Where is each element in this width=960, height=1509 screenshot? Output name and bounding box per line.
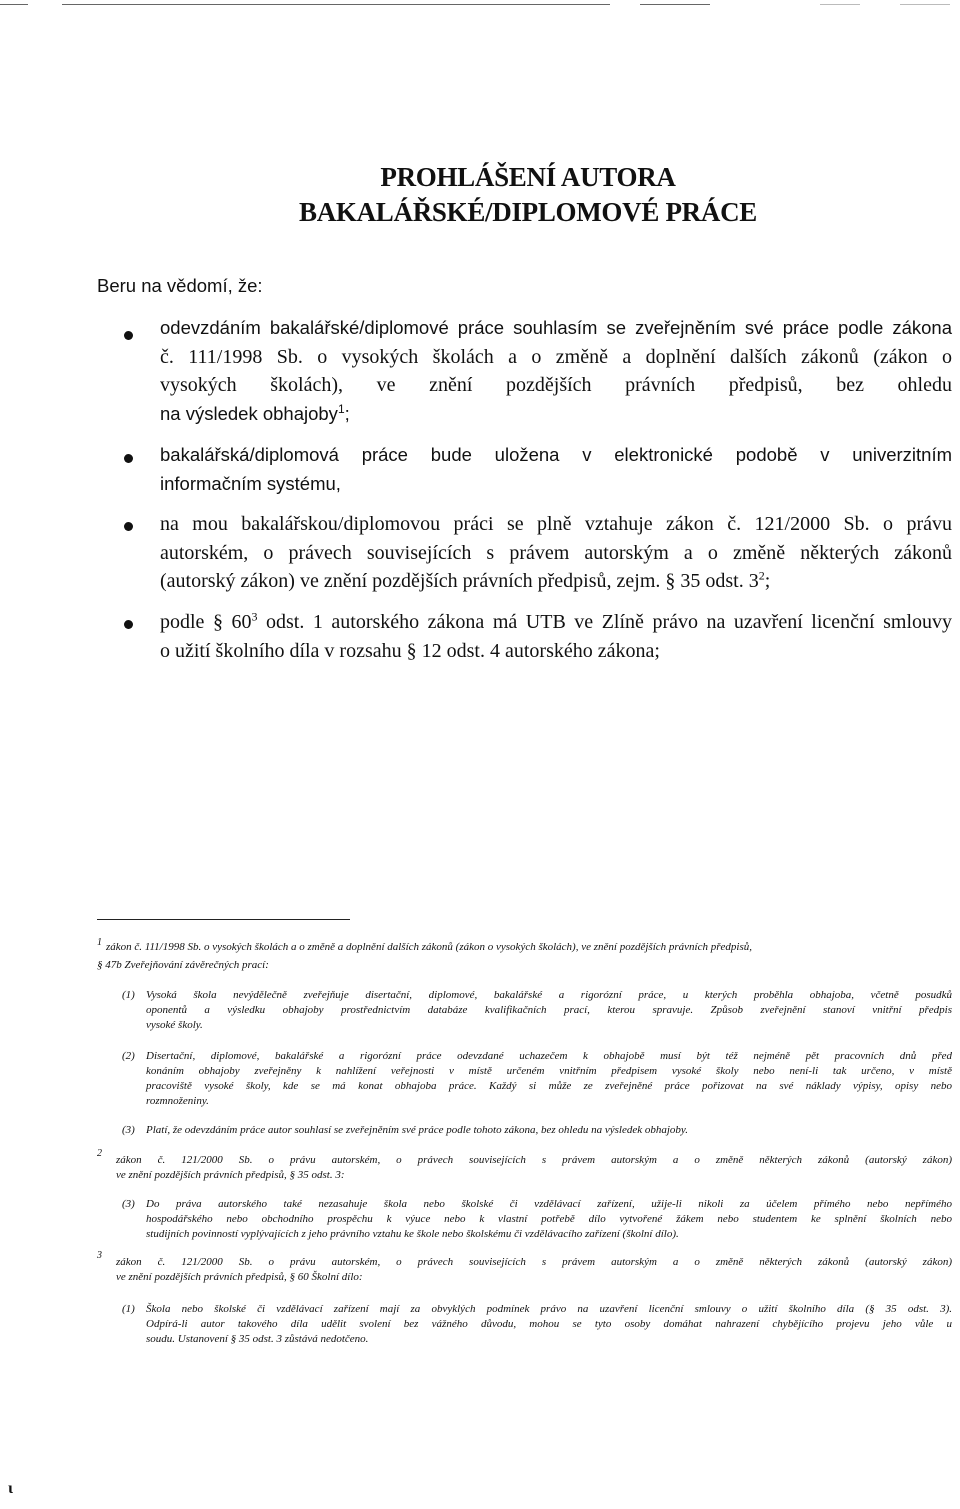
footnote-separator <box>97 919 350 920</box>
text-line: podle § 60 <box>160 611 252 633</box>
text-line: bakalářská/diplomová práce bude uložena v elektronické podobě v univerzitním <box>160 444 952 465</box>
item-number: (3) <box>122 1198 135 1210</box>
text-line: odst. 1 autorského zákona má UTB ve Zlíně právo na uzavření licenční smlouvy <box>257 611 952 633</box>
footnote-text: vysoké školy. <box>146 1019 203 1031</box>
footnote-text: zákon č. 111/1998 Sb. o vysokých školách a o změně a doplnění dalších zákonů (zákon o vysokých školách), ve znění pozdějších právních předpisů, <box>106 941 752 953</box>
bullet-dot <box>124 454 133 463</box>
footnote-1-item-2 <box>146 1049 952 1109</box>
text-line: vysokých školách), ve znění pozdějších právních předpisů, bez ohledu <box>160 374 952 396</box>
intro-text: Beru na vědomí, že: <box>97 275 263 296</box>
footnote-2-item-1 <box>146 1197 952 1242</box>
item-number: (1) <box>122 989 135 1001</box>
footnote-2-header <box>116 1153 952 1168</box>
footnote-1-subheader <box>97 958 269 973</box>
footnote-ref: 3 <box>251 609 258 624</box>
bullet-dot <box>124 331 133 340</box>
footnote-text: oponentů a výsledku obhajoby prostřednictvím databáze kvalifikačních prací, kterou spravuje. Způsob zveřejnění stanoví vnitřní předpis <box>146 1004 952 1016</box>
footnote-text: pracoviště vysoké školy, kde se má konat obhajoba práce. Každý si může ze zveřejněné práce pořizovat na své náklady výpisy, opisy nebo <box>146 1080 952 1092</box>
text-line-with-footnote <box>160 608 952 637</box>
footnote-3-item-1 <box>146 1302 952 1347</box>
footnote-text: ve znění pozdějších právních předpisů, § 35 odst. 3: <box>116 1169 345 1181</box>
footnote-text: studijních povinností vyplývajících z jeho právního vztahu ke škole nebo školskému či vzdělávacího zařízení (školní dílo). <box>146 1228 679 1240</box>
footnote-1-header <box>106 940 752 955</box>
text-line: na výsledek obhajoby <box>160 402 338 424</box>
footnote-1-item-3 <box>146 1123 952 1138</box>
footnote-text: Škola nebo školské či vzdělávací zařízení mají za obvyklých podmínek právo na uzavření licenční smlouvy o užití školního díla (§ 35 odst. 3). <box>146 1303 952 1315</box>
footnote-text: Vysoká škola nevýdělečně zveřejňuje disertační, diplomové, bakalářské a rigorózní práce, u kterých proběhla obhajoba, včetně posudků <box>146 989 952 1001</box>
document-title-line1: PROHLÁŠENÍ AUTORA <box>380 162 676 192</box>
footnote-text: rozmnoženiny. <box>146 1095 209 1107</box>
text-line: na mou bakalářskou/diplomovou práci se plně vztahuje zákon č. 121/2000 Sb. o právu <box>160 513 952 535</box>
footnote-3-header <box>116 1255 952 1270</box>
footnote-3-subheader <box>116 1270 363 1285</box>
footnote-number: 1 <box>97 937 102 948</box>
text-line-with-footnote <box>160 567 952 596</box>
corner-mark: ι <box>8 1480 13 1497</box>
bullet-paragraph-2 <box>160 441 952 498</box>
item-number: (3) <box>122 1124 135 1136</box>
document-title-line2: BAKALÁŘSKÉ/DIPLOMOVÉ PRÁCE <box>299 197 757 227</box>
bullet-paragraph-4 <box>160 608 952 665</box>
footnote-1-item-1 <box>146 988 952 1033</box>
text-line: o užití školního díla v rozsahu § 12 odst. 4 autorského zákona; <box>160 639 660 662</box>
footnote-text: zákon č. 121/2000 Sb. o právu autorském, o právech souvisejících s právem autorským a o změně některých zákonů (autorský zákon) <box>116 1154 952 1166</box>
punctuation: ; <box>344 402 350 424</box>
footnote-text: Platí, že odevzdáním práce autor souhlasí se zveřejněním své práce podle tohoto zákona, bez ohledu na výsledek obhajoby. <box>146 1124 688 1136</box>
bullet-dot <box>124 522 133 531</box>
footnote-text: soudu. Ustanovení § 35 odst. 3 zůstává nedotčeno. <box>146 1333 369 1345</box>
footnote-text: hospodářského nebo obchodního prospěchu k výuce nebo k vlastní potřebě dílo vytvořené žákem nebo studentem ke splnění školních nebo <box>146 1213 952 1225</box>
bullet-paragraph-1 <box>160 314 952 428</box>
footnote-number: 3 <box>97 1250 102 1261</box>
scan-artifact-line <box>0 4 960 7</box>
footnote-text: Do práva autorského také nezasahuje škola nebo školské či vzdělávací zařízení, užije-li nikoli za účelem přímého nebo nepřímého <box>146 1198 952 1210</box>
footnote-text: Odpírá-li autor takového díla udělit svolení bez vážného důvodu, mohou se tyto osoby domáhat nahrazení chybějícího projevu jeho vůle u <box>146 1318 952 1330</box>
text-line: informačním systému, <box>160 472 341 494</box>
footnote-2-subheader <box>116 1168 345 1183</box>
item-number: (2) <box>122 1050 135 1062</box>
footnote-text: § 47b Zveřejňování závěrečných prací: <box>97 959 269 971</box>
footnote-ref: 1 <box>337 401 345 416</box>
text-line: (autorský zákon) ve znění pozdějších právních předpisů, zejm. § 35 odst. 3 <box>160 570 759 592</box>
text-line: č. 111/1998 Sb. o vysokých školách a o změně a doplnění dalších zákonů (zákon o <box>160 345 952 368</box>
punctuation: ; <box>764 570 771 592</box>
text-line-with-footnote <box>160 400 952 429</box>
footnote-text: ve znění pozdějších právních předpisů, § 60 Školní dílo: <box>116 1271 363 1283</box>
text-line: autorském, o právech souvisejících s právem autorským a o změně některých zákonů <box>160 541 952 564</box>
footnote-number: 2 <box>97 1148 102 1159</box>
bullet-paragraph-3 <box>160 510 952 596</box>
item-number: (1) <box>122 1303 135 1315</box>
footnote-text: zákon č. 121/2000 Sb. o právu autorském, o právech souvisejících s právem autorským a o změně některých zákonů (autorský zákon) <box>116 1256 952 1268</box>
footnote-text: konáním obhajoby zveřejněny k nahlížení veřejnosti v místě určeném vnitřním předpisem vysoké školy nebo není-li tak určeno, v místě <box>146 1065 952 1077</box>
bullet-dot <box>124 620 133 629</box>
text-line: odevzdáním bakalářské/diplomové práce souhlasím se zveřejněním své práce podle zákona <box>160 317 952 338</box>
footnote-ref: 2 <box>758 568 765 583</box>
footnote-text: Disertační, diplomové, bakalářské a rigorózní práce odevzdané uchazečem k obhajobě musí být též nejméně pět pracovních dnů před <box>146 1050 952 1062</box>
